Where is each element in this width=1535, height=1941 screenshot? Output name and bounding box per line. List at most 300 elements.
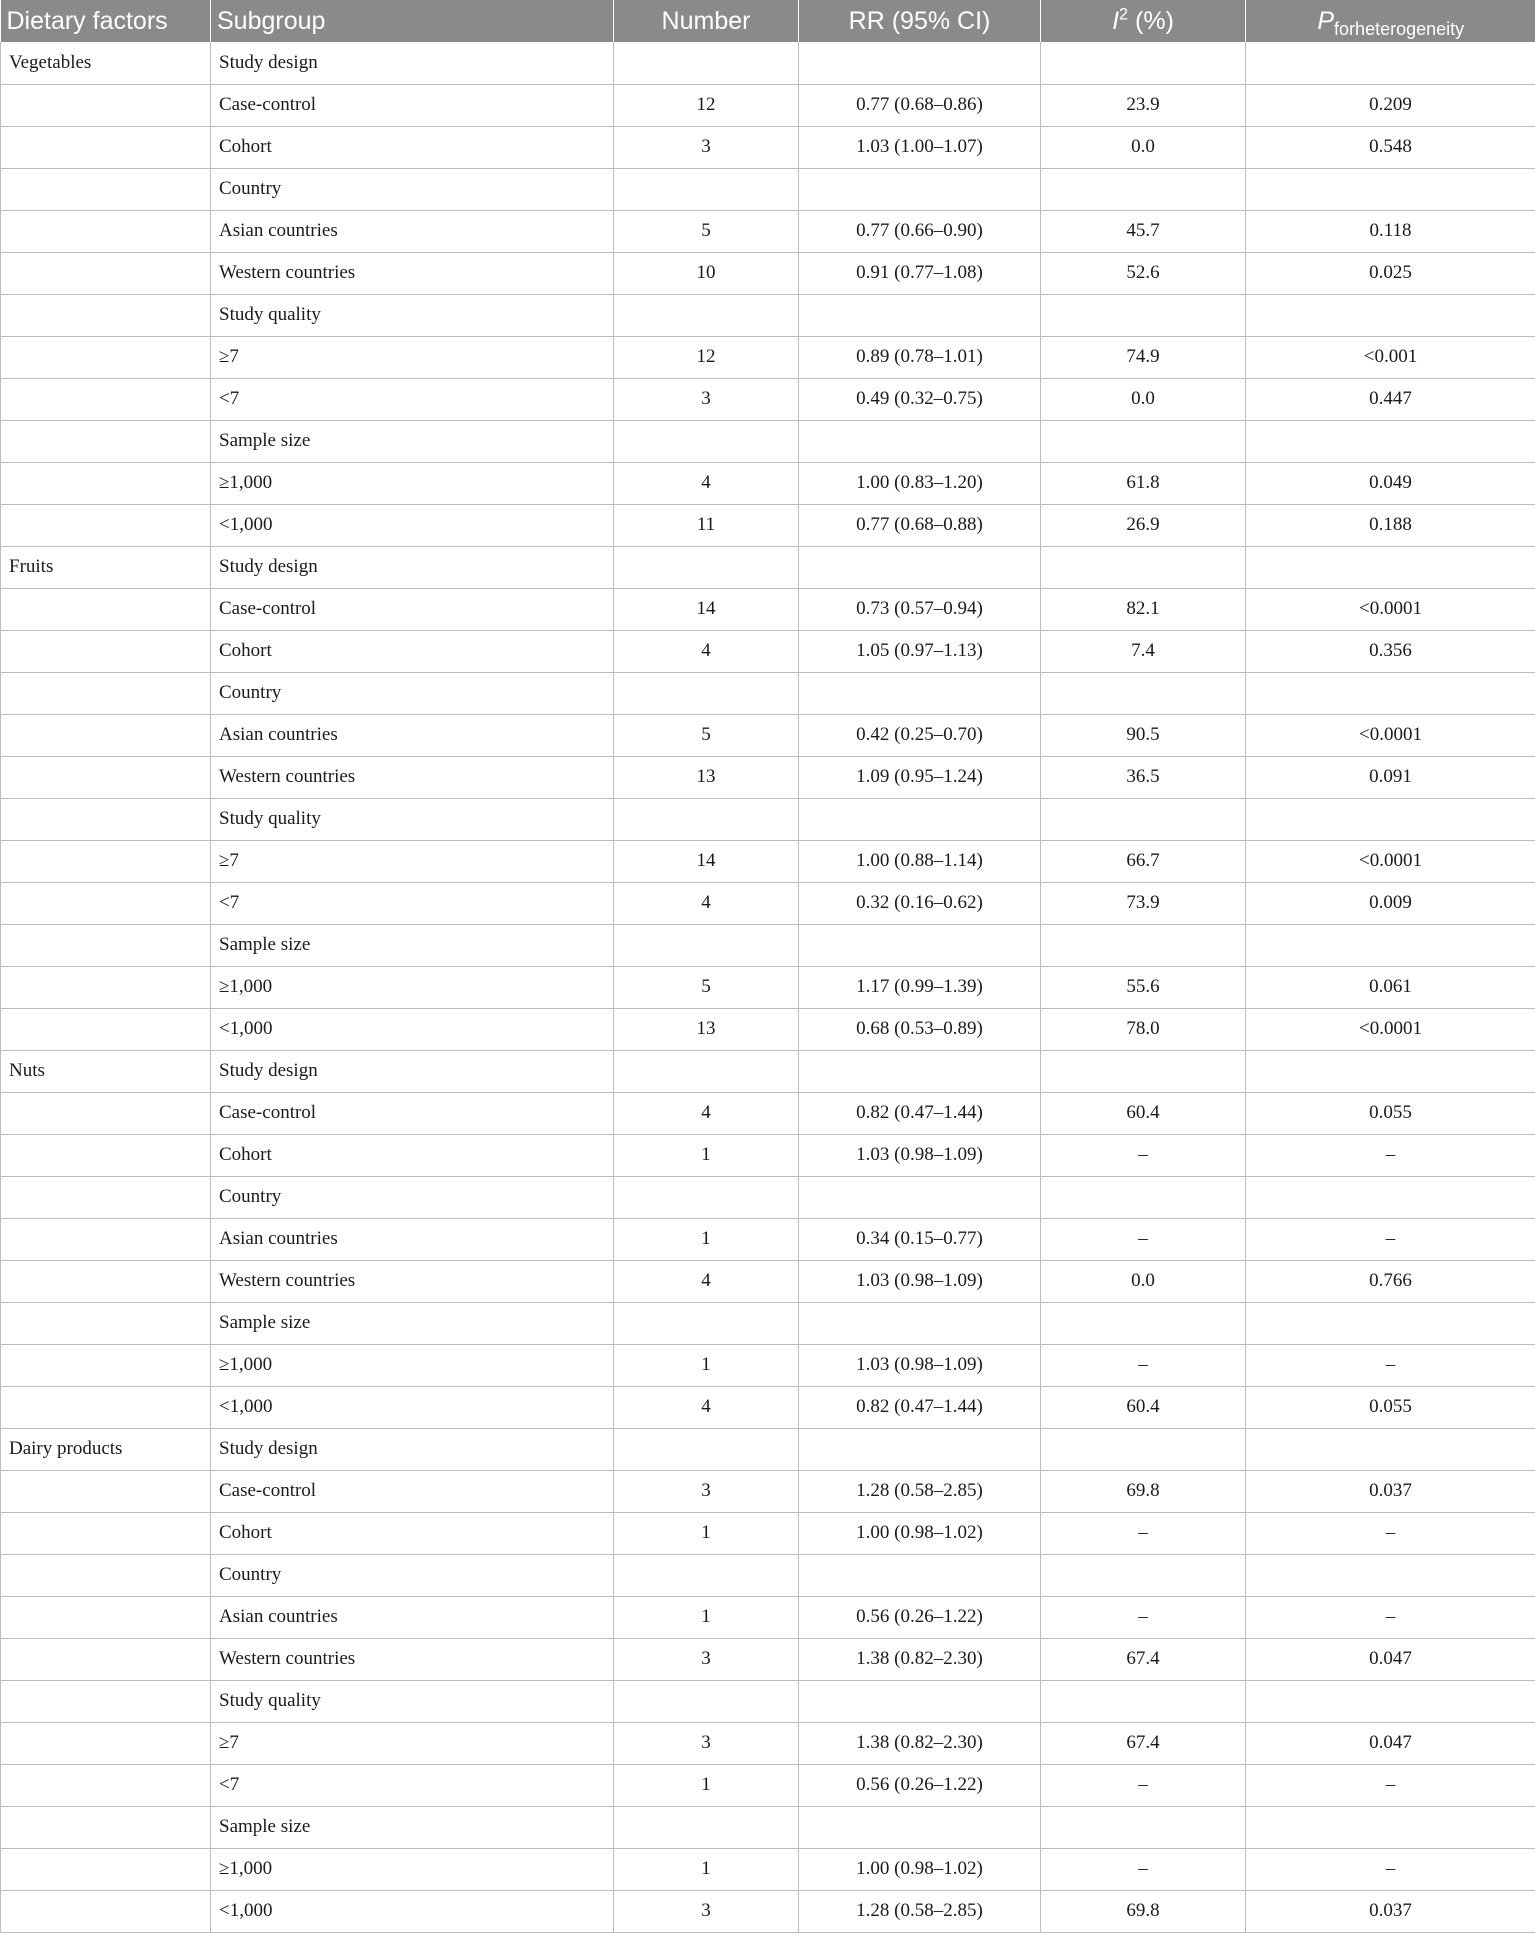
cell-number: 10 — [614, 252, 799, 294]
cell-rr: 0.77 (0.66–0.90) — [799, 210, 1041, 252]
table-row — [1, 1176, 1535, 1218]
cell-p-heterogeneity — [1246, 1302, 1535, 1344]
table-row — [1, 42, 1535, 84]
cell-number — [614, 1050, 799, 1092]
cell-subgroup: <1,000 — [211, 1386, 614, 1428]
cell-rr — [799, 168, 1041, 210]
cell-subgroup: Cohort — [211, 1512, 614, 1554]
cell-i2: 74.9 — [1041, 336, 1246, 378]
cell-rr: 0.42 (0.25–0.70) — [799, 714, 1041, 756]
cell-dietary-factor — [1, 1596, 211, 1638]
cell-subgroup: Cohort — [211, 630, 614, 672]
table-row — [1, 840, 1535, 882]
cell-dietary-factor — [1, 420, 211, 462]
cell-p-heterogeneity: – — [1246, 1848, 1535, 1890]
cell-subgroup: Sample size — [211, 924, 614, 966]
cell-p-heterogeneity: <0.0001 — [1246, 1008, 1535, 1050]
cell-rr: 0.73 (0.57–0.94) — [799, 588, 1041, 630]
cell-number: 14 — [614, 840, 799, 882]
cell-dietary-factor — [1, 1386, 211, 1428]
cell-number: 3 — [614, 378, 799, 420]
cell-i2 — [1041, 798, 1246, 840]
cell-dietary-factor — [1, 882, 211, 924]
cell-dietary-factor — [1, 504, 211, 546]
cell-p-heterogeneity: 0.009 — [1246, 882, 1535, 924]
cell-i2: 78.0 — [1041, 1008, 1246, 1050]
cell-i2 — [1041, 1554, 1246, 1596]
cell-p-heterogeneity: 0.209 — [1246, 84, 1535, 126]
cell-number — [614, 1302, 799, 1344]
cell-dietary-factor — [1, 1512, 211, 1554]
cell-i2: 61.8 — [1041, 462, 1246, 504]
cell-rr: 0.91 (0.77–1.08) — [799, 252, 1041, 294]
table-row — [1, 210, 1535, 252]
cell-rr: 1.00 (0.98–1.02) — [799, 1848, 1041, 1890]
cell-dietary-factor — [1, 126, 211, 168]
cell-dietary-factor — [1, 1302, 211, 1344]
cell-number: 3 — [614, 1638, 799, 1680]
table-row — [1, 882, 1535, 924]
cell-rr — [799, 1806, 1041, 1848]
table-row — [1, 1806, 1535, 1848]
cell-subgroup: <1,000 — [211, 1008, 614, 1050]
cell-subgroup: ≥1,000 — [211, 1848, 614, 1890]
cell-p-heterogeneity: 0.766 — [1246, 1260, 1535, 1302]
cell-subgroup: ≥1,000 — [211, 966, 614, 1008]
cell-i2: 82.1 — [1041, 588, 1246, 630]
table-row — [1, 1092, 1535, 1134]
cell-rr: 1.38 (0.82–2.30) — [799, 1638, 1041, 1680]
cell-p-heterogeneity — [1246, 1554, 1535, 1596]
cell-number: 5 — [614, 714, 799, 756]
cell-number: 4 — [614, 882, 799, 924]
header-p-subscript: forheterogeneity — [1334, 18, 1465, 39]
cell-p-heterogeneity: 0.049 — [1246, 462, 1535, 504]
cell-subgroup: Case-control — [211, 588, 614, 630]
cell-subgroup: Western countries — [211, 1638, 614, 1680]
cell-i2 — [1041, 42, 1246, 84]
cell-p-heterogeneity — [1246, 1428, 1535, 1470]
cell-rr — [799, 42, 1041, 84]
cell-dietary-factor — [1, 1764, 211, 1806]
cell-p-heterogeneity — [1246, 546, 1535, 588]
cell-subgroup: Case-control — [211, 84, 614, 126]
cell-dietary-factor — [1, 210, 211, 252]
cell-p-heterogeneity: <0.001 — [1246, 336, 1535, 378]
cell-number — [614, 924, 799, 966]
cell-p-heterogeneity — [1246, 42, 1535, 84]
cell-i2 — [1041, 1806, 1246, 1848]
cell-i2 — [1041, 1680, 1246, 1722]
cell-i2 — [1041, 546, 1246, 588]
cell-rr: 0.49 (0.32–0.75) — [799, 378, 1041, 420]
cell-rr — [799, 1050, 1041, 1092]
cell-p-heterogeneity — [1246, 672, 1535, 714]
cell-p-heterogeneity: 0.548 — [1246, 126, 1535, 168]
cell-p-heterogeneity: 0.037 — [1246, 1470, 1535, 1512]
table-row — [1, 798, 1535, 840]
cell-i2: 69.8 — [1041, 1470, 1246, 1512]
cell-number: 12 — [614, 84, 799, 126]
cell-subgroup: Study design — [211, 1428, 614, 1470]
cell-number: 4 — [614, 630, 799, 672]
cell-number — [614, 546, 799, 588]
cell-number: 13 — [614, 756, 799, 798]
cell-i2: 60.4 — [1041, 1092, 1246, 1134]
cell-number: 13 — [614, 1008, 799, 1050]
table-row — [1, 966, 1535, 1008]
cell-number: 4 — [614, 1092, 799, 1134]
table-row — [1, 924, 1535, 966]
header-subgroup: Subgroup — [211, 0, 614, 42]
cell-subgroup: Study quality — [211, 798, 614, 840]
cell-subgroup: Study design — [211, 546, 614, 588]
cell-number: 11 — [614, 504, 799, 546]
header-i2-superscript: 2 — [1119, 5, 1129, 24]
table-row — [1, 1428, 1535, 1470]
cell-dietary-factor — [1, 1134, 211, 1176]
cell-rr: 1.00 (0.83–1.20) — [799, 462, 1041, 504]
table-row — [1, 672, 1535, 714]
cell-number — [614, 42, 799, 84]
cell-p-heterogeneity: 0.356 — [1246, 630, 1535, 672]
cell-i2 — [1041, 672, 1246, 714]
cell-i2 — [1041, 924, 1246, 966]
cell-subgroup: ≥7 — [211, 336, 614, 378]
cell-i2: 36.5 — [1041, 756, 1246, 798]
cell-dietary-factor — [1, 1722, 211, 1764]
table-row — [1, 462, 1535, 504]
cell-p-heterogeneity: 0.188 — [1246, 504, 1535, 546]
cell-i2: – — [1041, 1764, 1246, 1806]
cell-p-heterogeneity — [1246, 1806, 1535, 1848]
table-row — [1, 1302, 1535, 1344]
cell-p-heterogeneity: 0.061 — [1246, 966, 1535, 1008]
cell-subgroup: ≥1,000 — [211, 462, 614, 504]
cell-dietary-factor — [1, 630, 211, 672]
cell-p-heterogeneity: 0.055 — [1246, 1386, 1535, 1428]
cell-subgroup: Sample size — [211, 1302, 614, 1344]
cell-dietary-factor — [1, 798, 211, 840]
table-row — [1, 546, 1535, 588]
cell-subgroup: <1,000 — [211, 1890, 614, 1932]
cell-p-heterogeneity: 0.118 — [1246, 210, 1535, 252]
cell-rr — [799, 924, 1041, 966]
cell-number: 1 — [614, 1134, 799, 1176]
cell-subgroup: Country — [211, 1554, 614, 1596]
cell-dietary-factor — [1, 1344, 211, 1386]
cell-i2 — [1041, 420, 1246, 462]
cell-subgroup: Country — [211, 168, 614, 210]
cell-subgroup: <1,000 — [211, 504, 614, 546]
cell-i2: 26.9 — [1041, 504, 1246, 546]
cell-p-heterogeneity: <0.0001 — [1246, 588, 1535, 630]
cell-p-heterogeneity — [1246, 420, 1535, 462]
table-row — [1, 420, 1535, 462]
cell-rr — [799, 546, 1041, 588]
cell-subgroup: Study design — [211, 1050, 614, 1092]
cell-number: 1 — [614, 1512, 799, 1554]
cell-number — [614, 1680, 799, 1722]
cell-p-heterogeneity: – — [1246, 1512, 1535, 1554]
header-i2 — [1041, 0, 1246, 42]
cell-dietary-factor — [1, 1176, 211, 1218]
cell-p-heterogeneity — [1246, 1176, 1535, 1218]
cell-dietary-factor — [1, 1218, 211, 1260]
table-row — [1, 1260, 1535, 1302]
table-row — [1, 588, 1535, 630]
cell-number: 4 — [614, 1260, 799, 1302]
cell-i2 — [1041, 1176, 1246, 1218]
cell-subgroup: Study quality — [211, 1680, 614, 1722]
cell-i2: 55.6 — [1041, 966, 1246, 1008]
table-row — [1, 168, 1535, 210]
cell-i2: 66.7 — [1041, 840, 1246, 882]
cell-number — [614, 1806, 799, 1848]
table-row — [1, 504, 1535, 546]
cell-rr: 0.77 (0.68–0.86) — [799, 84, 1041, 126]
table-row — [1, 1554, 1535, 1596]
cell-dietary-factor — [1, 840, 211, 882]
cell-p-heterogeneity: – — [1246, 1764, 1535, 1806]
cell-dietary-factor — [1, 588, 211, 630]
cell-p-heterogeneity: – — [1246, 1596, 1535, 1638]
cell-number: 12 — [614, 336, 799, 378]
cell-subgroup: <7 — [211, 882, 614, 924]
cell-number: 14 — [614, 588, 799, 630]
cell-dietary-factor — [1, 1638, 211, 1680]
cell-p-heterogeneity: 0.025 — [1246, 252, 1535, 294]
header-i2-symbol: I — [1112, 6, 1120, 35]
header-p-heterogeneity — [1246, 0, 1535, 42]
cell-i2: – — [1041, 1848, 1246, 1890]
cell-i2: 90.5 — [1041, 714, 1246, 756]
cell-i2 — [1041, 1050, 1246, 1092]
cell-i2: 0.0 — [1041, 378, 1246, 420]
cell-i2: 73.9 — [1041, 882, 1246, 924]
cell-p-heterogeneity — [1246, 1050, 1535, 1092]
cell-subgroup: Study quality — [211, 294, 614, 336]
cell-subgroup: Western countries — [211, 1260, 614, 1302]
cell-p-heterogeneity: 0.047 — [1246, 1722, 1535, 1764]
cell-dietary-factor — [1, 1890, 211, 1932]
table-row — [1, 252, 1535, 294]
cell-subgroup: Cohort — [211, 1134, 614, 1176]
cell-number: 1 — [614, 1344, 799, 1386]
cell-rr: 1.03 (0.98–1.09) — [799, 1134, 1041, 1176]
cell-rr: 1.03 (1.00–1.07) — [799, 126, 1041, 168]
cell-p-heterogeneity: <0.0001 — [1246, 714, 1535, 756]
cell-dietary-factor — [1, 1680, 211, 1722]
cell-dietary-factor — [1, 714, 211, 756]
cell-p-heterogeneity: 0.047 — [1246, 1638, 1535, 1680]
cell-number: 3 — [614, 1890, 799, 1932]
cell-i2: 67.4 — [1041, 1722, 1246, 1764]
table-row — [1, 1680, 1535, 1722]
header-dietary-factors: Dietary factors — [1, 0, 211, 42]
table-body — [1, 42, 1535, 1932]
cell-dietary-factor: Fruits — [1, 546, 211, 588]
cell-rr: 0.56 (0.26–1.22) — [799, 1596, 1041, 1638]
cell-subgroup: ≥7 — [211, 1722, 614, 1764]
cell-number: 4 — [614, 462, 799, 504]
cell-i2: – — [1041, 1512, 1246, 1554]
header-i2-unit: (%) — [1128, 6, 1174, 35]
cell-subgroup: Asian countries — [211, 714, 614, 756]
cell-i2: – — [1041, 1344, 1246, 1386]
cell-rr — [799, 1554, 1041, 1596]
cell-i2 — [1041, 294, 1246, 336]
cell-dietary-factor — [1, 84, 211, 126]
header-row — [1, 0, 1535, 42]
cell-p-heterogeneity — [1246, 168, 1535, 210]
cell-subgroup: Western countries — [211, 756, 614, 798]
cell-p-heterogeneity — [1246, 294, 1535, 336]
cell-rr — [799, 1680, 1041, 1722]
cell-rr — [799, 672, 1041, 714]
cell-number — [614, 798, 799, 840]
cell-rr — [799, 798, 1041, 840]
cell-i2: 7.4 — [1041, 630, 1246, 672]
cell-dietary-factor — [1, 252, 211, 294]
table-row — [1, 294, 1535, 336]
cell-subgroup: Sample size — [211, 1806, 614, 1848]
cell-p-heterogeneity: – — [1246, 1134, 1535, 1176]
cell-number: 3 — [614, 1470, 799, 1512]
table-row — [1, 1638, 1535, 1680]
table-row — [1, 1050, 1535, 1092]
header-p-symbol: P — [1317, 6, 1335, 35]
cell-dietary-factor: Dairy products — [1, 1428, 211, 1470]
cell-rr — [799, 1428, 1041, 1470]
cell-rr: 0.89 (0.78–1.01) — [799, 336, 1041, 378]
cell-dietary-factor — [1, 336, 211, 378]
cell-i2: 23.9 — [1041, 84, 1246, 126]
cell-subgroup: Cohort — [211, 126, 614, 168]
cell-rr: 1.00 (0.98–1.02) — [799, 1512, 1041, 1554]
cell-i2: 60.4 — [1041, 1386, 1246, 1428]
cell-subgroup: Study design — [211, 42, 614, 84]
cell-subgroup: ≥1,000 — [211, 1344, 614, 1386]
cell-rr: 1.28 (0.58–2.85) — [799, 1890, 1041, 1932]
cell-number: 3 — [614, 126, 799, 168]
cell-i2: 0.0 — [1041, 126, 1246, 168]
cell-subgroup: <7 — [211, 1764, 614, 1806]
cell-rr: 1.05 (0.97–1.13) — [799, 630, 1041, 672]
cell-dietary-factor — [1, 378, 211, 420]
cell-rr — [799, 1302, 1041, 1344]
header-number: Number — [614, 0, 799, 42]
cell-number: 5 — [614, 966, 799, 1008]
cell-subgroup: Sample size — [211, 420, 614, 462]
cell-subgroup: Country — [211, 1176, 614, 1218]
cell-rr — [799, 1176, 1041, 1218]
cell-rr: 1.03 (0.98–1.09) — [799, 1260, 1041, 1302]
cell-number: 1 — [614, 1848, 799, 1890]
table-row — [1, 1470, 1535, 1512]
cell-i2 — [1041, 1302, 1246, 1344]
cell-dietary-factor: Nuts — [1, 1050, 211, 1092]
table-row — [1, 336, 1535, 378]
cell-p-heterogeneity: 0.037 — [1246, 1890, 1535, 1932]
table-row — [1, 378, 1535, 420]
cell-number — [614, 294, 799, 336]
header-rr: RR (95% CI) — [799, 0, 1041, 42]
cell-i2: 0.0 — [1041, 1260, 1246, 1302]
table-row — [1, 1596, 1535, 1638]
cell-dietary-factor — [1, 672, 211, 714]
table-row — [1, 1218, 1535, 1260]
cell-dietary-factor — [1, 1470, 211, 1512]
cell-subgroup: Asian countries — [211, 1596, 614, 1638]
table-row — [1, 1386, 1535, 1428]
cell-rr: 0.82 (0.47–1.44) — [799, 1092, 1041, 1134]
cell-rr: 0.77 (0.68–0.88) — [799, 504, 1041, 546]
cell-rr — [799, 294, 1041, 336]
cell-p-heterogeneity: 0.447 — [1246, 378, 1535, 420]
cell-number — [614, 1176, 799, 1218]
cell-subgroup: Asian countries — [211, 210, 614, 252]
cell-dietary-factor — [1, 756, 211, 798]
cell-dietary-factor — [1, 294, 211, 336]
cell-i2 — [1041, 1428, 1246, 1470]
cell-number — [614, 420, 799, 462]
cell-number — [614, 1428, 799, 1470]
cell-dietary-factor — [1, 1092, 211, 1134]
cell-i2 — [1041, 168, 1246, 210]
cell-i2: 45.7 — [1041, 210, 1246, 252]
cell-number: 1 — [614, 1218, 799, 1260]
cell-p-heterogeneity: 0.091 — [1246, 756, 1535, 798]
cell-rr: 1.17 (0.99–1.39) — [799, 966, 1041, 1008]
cell-number: 1 — [614, 1764, 799, 1806]
cell-subgroup: Case-control — [211, 1470, 614, 1512]
table-row — [1, 714, 1535, 756]
cell-i2: 69.8 — [1041, 1890, 1246, 1932]
cell-p-heterogeneity — [1246, 924, 1535, 966]
cell-rr: 0.82 (0.47–1.44) — [799, 1386, 1041, 1428]
cell-rr: 0.34 (0.15–0.77) — [799, 1218, 1041, 1260]
cell-dietary-factor — [1, 1008, 211, 1050]
table-row — [1, 84, 1535, 126]
cell-subgroup: <7 — [211, 378, 614, 420]
cell-i2: 67.4 — [1041, 1638, 1246, 1680]
cell-subgroup: Country — [211, 672, 614, 714]
cell-i2: – — [1041, 1134, 1246, 1176]
table-row — [1, 1890, 1535, 1932]
cell-rr: 0.68 (0.53–0.89) — [799, 1008, 1041, 1050]
table-row — [1, 126, 1535, 168]
cell-subgroup: Western countries — [211, 252, 614, 294]
cell-number — [614, 168, 799, 210]
cell-dietary-factor — [1, 1806, 211, 1848]
table-row — [1, 630, 1535, 672]
cell-dietary-factor — [1, 462, 211, 504]
cell-i2: – — [1041, 1218, 1246, 1260]
cell-dietary-factor — [1, 1848, 211, 1890]
cell-rr: 0.32 (0.16–0.62) — [799, 882, 1041, 924]
cell-rr — [799, 420, 1041, 462]
cell-number — [614, 672, 799, 714]
cell-dietary-factor: Vegetables — [1, 42, 211, 84]
cell-subgroup: Asian countries — [211, 1218, 614, 1260]
cell-p-heterogeneity — [1246, 1680, 1535, 1722]
table-row — [1, 1848, 1535, 1890]
cell-dietary-factor — [1, 168, 211, 210]
cell-number — [614, 1554, 799, 1596]
table-row — [1, 1764, 1535, 1806]
cell-dietary-factor — [1, 1554, 211, 1596]
